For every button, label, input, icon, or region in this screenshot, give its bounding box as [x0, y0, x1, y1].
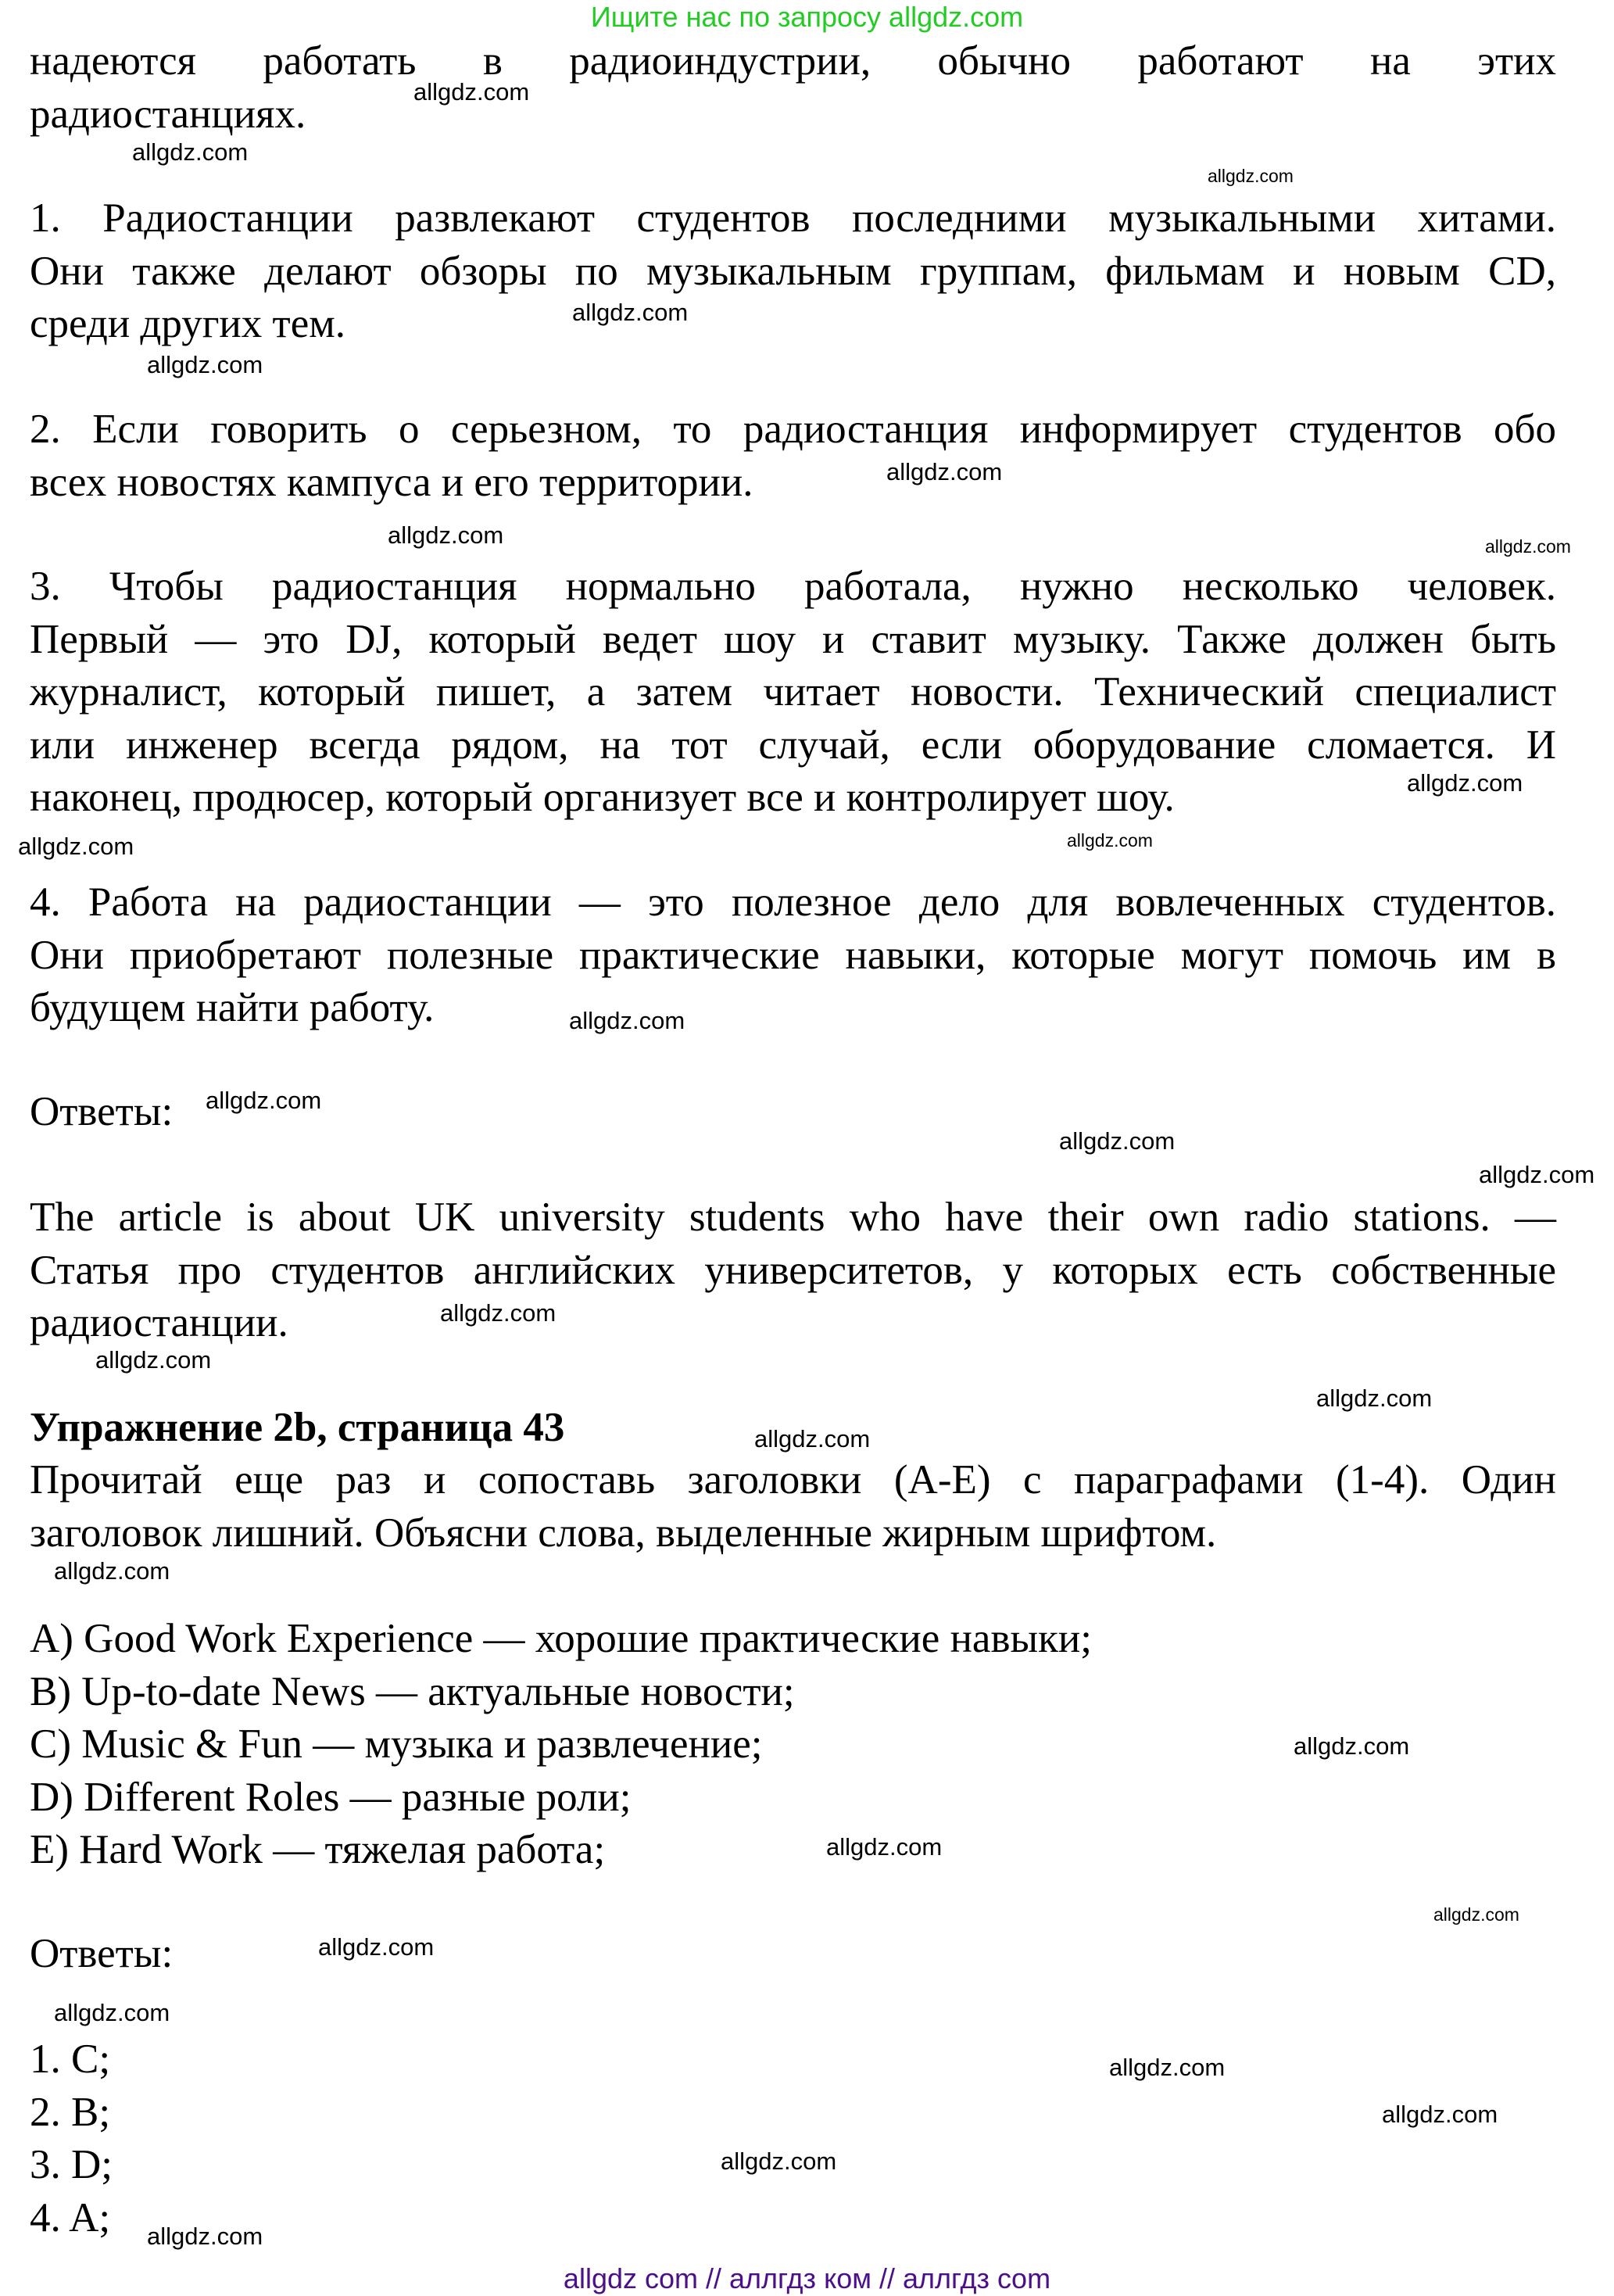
option-item: D) Different Roles — разные роли;	[30, 1774, 632, 1820]
paragraph-1	[30, 192, 1556, 351]
text-line: Ответы:	[30, 1931, 174, 1976]
text-line: журналист, который пишет, а затем читает новости. Технический специалист	[30, 669, 1556, 715]
text-line: 3. Чтобы радиостанция нормально работала, нужно несколько человек.	[30, 564, 1556, 609]
text-line: среди других тем.	[30, 301, 346, 347]
answers-label	[30, 1086, 173, 1139]
answer-item: 1. C;	[30, 2036, 111, 2082]
text-line: или инженер всегда рядом, на тот случай, если оборудование сломается. И	[30, 722, 1556, 768]
text-line: будущем найти работу.	[30, 985, 435, 1031]
option-item: B) Up-to-date News — актуальные новости;	[30, 1668, 795, 1714]
watermark: allgdz.com	[54, 1557, 170, 1585]
answer-item: 3. D;	[30, 2142, 113, 2188]
watermark: allgdz.com	[440, 1299, 556, 1327]
watermark: allgdz.com	[1433, 1904, 1519, 1925]
watermark: allgdz.com	[1479, 1161, 1595, 1188]
paragraph-2	[30, 403, 1556, 509]
watermark: allgdz.com	[318, 1933, 435, 1961]
watermark: allgdz.com	[1208, 166, 1294, 186]
watermark: allgdz.com	[721, 2147, 837, 2175]
watermark: allgdz.com	[826, 1833, 943, 1861]
text-line: Они приобретают полезные практические навыки, которые могут помочь им в	[30, 932, 1556, 978]
watermark: allgdz.com	[1294, 1732, 1410, 1760]
paragraph-3	[30, 561, 1556, 825]
text-line: радиостанции.	[30, 1300, 288, 1346]
watermark: allgdz.com	[569, 1007, 685, 1034]
watermark: allgdz.com	[147, 2223, 263, 2250]
watermark: allgdz.com	[54, 1999, 170, 2026]
watermark: allgdz.com	[147, 351, 263, 378]
option-item: C) Music & Fun — музыка и развлечение;	[30, 1721, 763, 1768]
watermark: allgdz.com	[1109, 2054, 1226, 2081]
text-line: 4. Работа на радиостанции — это полезное дело для вовлеченных студентов.	[30, 879, 1556, 925]
watermark: allgdz.com	[886, 458, 1003, 485]
text-line: всех новостях кампуса и его территории.	[30, 459, 753, 505]
intro-paragraph	[30, 35, 1556, 141]
text-line: Они также делают обзоры по музыкальным группам, фильмам и новым CD,	[30, 248, 1556, 294]
watermark: allgdz.com	[1485, 536, 1571, 557]
heading: Упражнение 2b, страница 43	[30, 1405, 565, 1450]
text-line: Прочитай еще раз и сопоставь заголовки (A-E) с параграфами (1-4). Один	[30, 1457, 1556, 1503]
watermark: allgdz.com	[1382, 2101, 1498, 2128]
footer-links[interactable]: allgdz com // аллгдз ком // аллгдз com	[563, 2262, 1051, 2294]
watermark: allgdz.com	[132, 138, 249, 166]
text-line: Ответы:	[30, 1089, 174, 1134]
watermark: allgdz.com	[572, 299, 689, 326]
text-line: радиостанциях.	[30, 91, 306, 137]
text-line: наконец, продюсер, который организует все и контролирует шоу.	[30, 775, 1175, 821]
exercise-title	[30, 1402, 564, 1455]
watermark: allgdz.com	[206, 1087, 322, 1114]
text-line: 1. Радиостанции развлекают студентов последними музыкальными хитами.	[30, 195, 1556, 241]
search-banner[interactable]: Ищите нас по запросу allgdz.com	[590, 1, 1024, 33]
text-line: 2. Если говорить о серьезном, то радиостанция информирует студентов обо	[30, 407, 1556, 452]
instruction	[30, 1454, 1556, 1560]
answer-item: 4. A;	[30, 2194, 111, 2240]
paragraph-4	[30, 876, 1556, 1035]
watermark: allgdz.com	[18, 833, 134, 860]
watermark: allgdz.com	[754, 1425, 871, 1452]
option-item: E) Hard Work — тяжелая работа;	[30, 1827, 606, 1873]
watermark: allgdz.com	[388, 521, 504, 549]
watermark: allgdz.com	[1059, 1127, 1176, 1155]
option-item: A) Good Work Experience — хорошие практические навыки;	[30, 1616, 1092, 1661]
text-line: заголовок лишний. Объясни слова, выделенные жирным шрифтом.	[30, 1510, 1217, 1556]
english-answer	[30, 1191, 1556, 1350]
watermark: allgdz.com	[413, 78, 530, 106]
watermark: allgdz.com	[95, 1346, 212, 1374]
text-line: The article is about UK university students who have their own radio stations. —	[30, 1195, 1556, 1240]
answer-item: 2. B;	[30, 2089, 111, 2135]
text-line: надеются работать в радиоиндустрии, обычно работают на этих	[30, 38, 1556, 84]
watermark: allgdz.com	[1067, 830, 1153, 851]
watermark: allgdz.com	[1407, 769, 1523, 797]
answers-label-2	[30, 1928, 173, 1981]
text-line: Первый — это DJ, который ведет шоу и ставит музыку. Также должен быть	[30, 616, 1556, 662]
text-line: Статья про студентов английских университетов, у которых есть собственные	[30, 1247, 1556, 1293]
answers-list	[30, 2033, 1556, 2244]
watermark: allgdz.com	[1316, 1384, 1433, 1412]
